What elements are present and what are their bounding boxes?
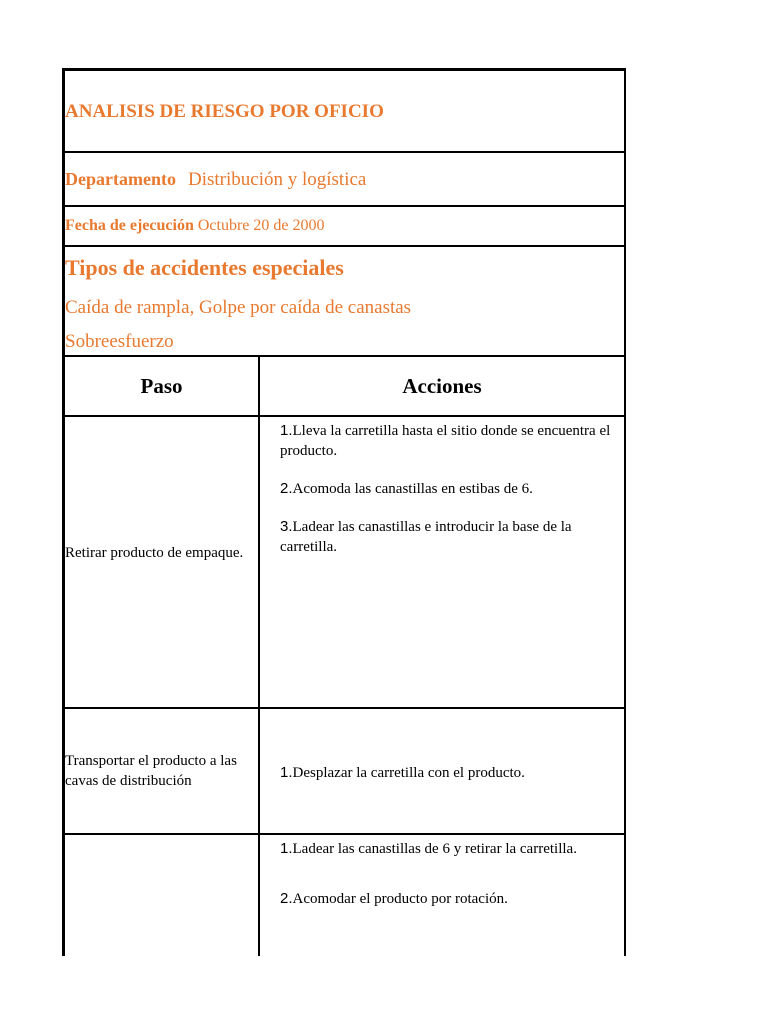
table-row (65, 835, 624, 956)
date-value: Octubre 20 de 2000 (197, 217, 325, 234)
action-item: 1.Lleva la carretilla hasta el sitio donde se encuentra el producto. (280, 422, 611, 459)
table-header-row (65, 357, 624, 417)
special-accidents-line-1: Caída de rampla, Golpe por caída de canastas (65, 297, 412, 318)
title-row (65, 71, 624, 153)
table-row (65, 417, 624, 709)
actions-cell (280, 839, 624, 909)
date-row (65, 207, 624, 247)
step-cell: Transportar el producto a las cavas de distribución (65, 753, 237, 789)
document-title: ANALISIS DE RIESGO POR OFICIO (65, 101, 384, 122)
action-item: 3.Ladear las canastillas e introducir la base de la carretilla. (280, 518, 572, 555)
actions-cell (280, 763, 624, 783)
action-item: 1.Desplazar la carretilla con el producto. (280, 764, 525, 781)
special-accidents-heading: Tipos de accidentes especiales (65, 255, 344, 280)
department-label: Departamento (65, 169, 176, 189)
action-item: 2.Acomodar el producto por rotación. (280, 890, 508, 907)
table-row (65, 709, 624, 835)
risk-analysis-document (62, 68, 626, 956)
date-label: Fecha de ejecución (65, 217, 194, 234)
action-item: 1.Ladear las canastillas de 6 y retirar la carretilla. (280, 840, 577, 857)
action-item: 2.Acomoda las canastillas en estibas de 6. (280, 480, 533, 497)
actions-cell (280, 421, 624, 557)
actions-column-header: Acciones (402, 374, 482, 398)
special-accidents-section (65, 247, 624, 357)
step-column-header: Paso (140, 374, 183, 398)
department-row (65, 153, 624, 207)
special-accidents-line-2: Sobreesfuerzo (65, 331, 174, 352)
department-value: Distribución y logística (187, 169, 367, 190)
step-cell: Retirar producto de empaque. (65, 545, 244, 561)
